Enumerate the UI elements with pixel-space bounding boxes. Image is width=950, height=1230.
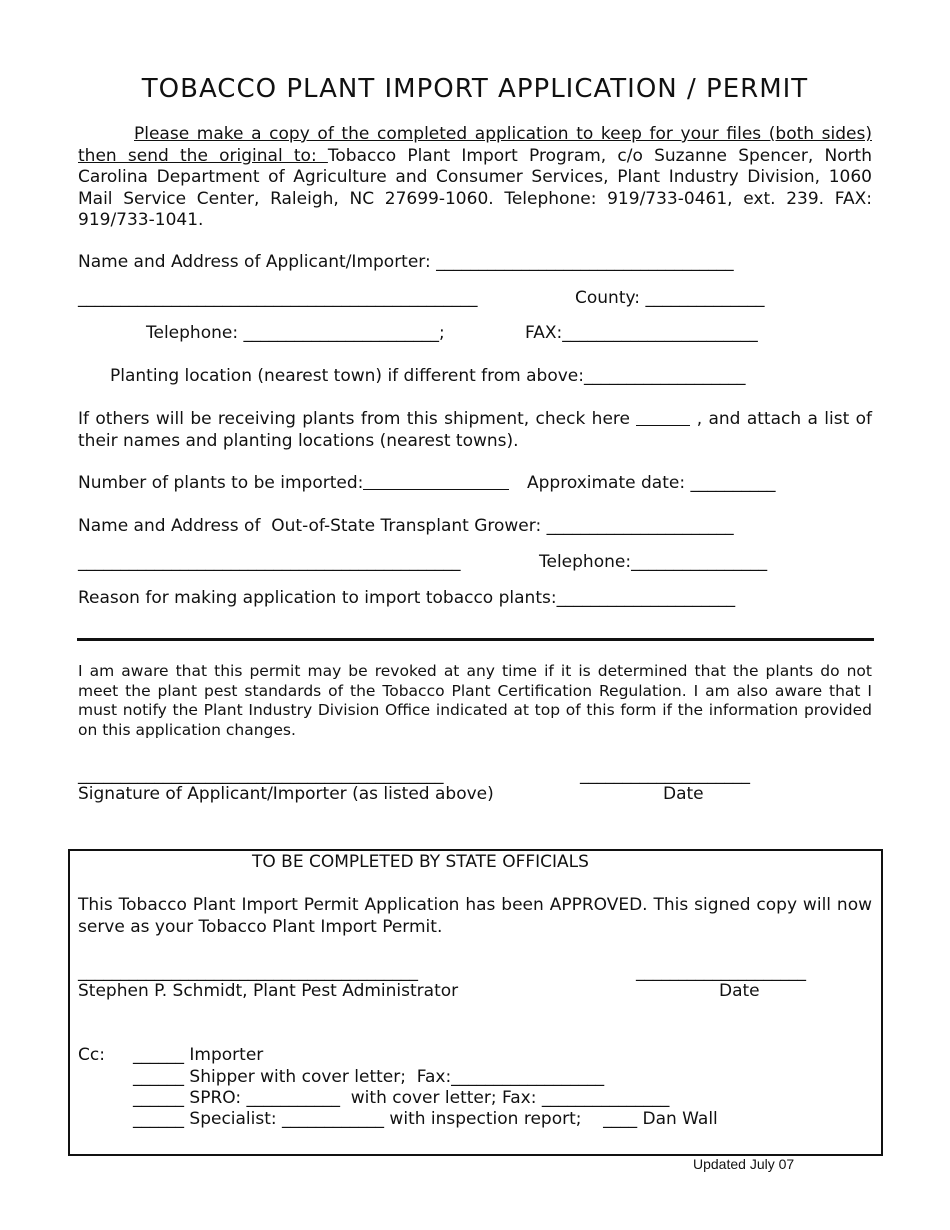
- officials-heading: TO BE COMPLETED BY STATE OFFICIALS: [252, 852, 589, 872]
- cc-label: Cc:: [78, 1045, 105, 1065]
- approximate-date-field[interactable]: Approximate date: __________: [527, 473, 776, 493]
- applicant-date-line[interactable]: ____________________: [580, 765, 750, 785]
- administrator-date-line[interactable]: ____________________: [636, 962, 806, 982]
- administrator-date-label: Date: [719, 981, 760, 1001]
- cc-spro-line[interactable]: ______ SPRO: ___________ with cover letter; Fax: _______________: [133, 1088, 670, 1108]
- applicant-signature-label: Signature of Applicant/Importer (as listed above): [78, 784, 494, 804]
- grower-address-line[interactable]: _____________________________________________: [78, 552, 461, 572]
- cc-specialist-line[interactable]: ______ Specialist: ____________ with inspection report; ____ Dan Wall: [133, 1109, 718, 1129]
- others-receiving-text: If others will be receiving plants from this shipment, check here: [78, 409, 637, 429]
- applicant-address-line[interactable]: _______________________________________________: [78, 288, 478, 308]
- grower-name-field[interactable]: Name and Address of Out-of-State Transplant Grower: ______________________: [78, 516, 734, 536]
- approval-statement: This Tobacco Plant Import Permit Application has been APPROVED. This signed copy will now serve as your Tobacco Plant Import Permit.: [78, 895, 872, 937]
- intro-send-instruction: then send the original to:: [78, 145, 328, 166]
- updated-date-footer: Updated July 07: [693, 1156, 795, 1172]
- applicant-name-field[interactable]: Name and Address of Applicant/Importer: ___________________________________: [78, 252, 734, 272]
- section-divider: [77, 638, 874, 641]
- county-field[interactable]: County: ______________: [575, 288, 765, 308]
- applicant-signature-line[interactable]: ___________________________________________: [78, 765, 444, 785]
- awareness-statement: I am aware that this permit may be revoked at any time if it is determined that the plants do not meet the plant pest standards of the Tobacco Plant Certification Regulation. I am also aware that I must notify the Plant Industry Division Office indicated at top of this form if the information provided on this application changes.: [78, 662, 872, 739]
- planting-location-field[interactable]: Planting location (nearest town) if different from above:___________________: [110, 366, 746, 386]
- intro-paragraph: [78, 124, 872, 232]
- cc-importer-line[interactable]: ______ Importer: [133, 1045, 264, 1065]
- administrator-signature-line[interactable]: ________________________________________: [78, 962, 418, 982]
- others-receiving-attach-text: , and attach a list of their names and planting locations (nearest towns).: [78, 409, 873, 451]
- others-receiving-paragraph: [78, 409, 872, 452]
- number-plants-input-line[interactable]: [363, 489, 509, 490]
- intro-mailing-address: Tobacco Plant Import Program, c/o Suzanne Spencer, North Carolina Department of Agriculture and Consumer Services, Plant Industry Division, 1060 Mail Service Center, Raleigh, NC 27699-1060. Telephone: 919/733-0461, ext. 239. FAX: 919/733-1041.: [78, 145, 872, 230]
- intro-copy-instruction: Please make a copy of the completed application to keep for your files (both sides): [134, 124, 872, 144]
- cc-shipper-line[interactable]: ______ Shipper with cover letter; Fax:__________________: [133, 1067, 605, 1087]
- others-receiving-checkbox-line[interactable]: [636, 425, 690, 426]
- administrator-name-label: Stephen P. Schmidt, Plant Pest Administrator: [78, 981, 459, 1001]
- grower-telephone-field[interactable]: Telephone:________________: [539, 552, 768, 572]
- form-title: TOBACCO PLANT IMPORT APPLICATION / PERMIT: [141, 74, 809, 104]
- fax-field[interactable]: FAX:_______________________: [525, 323, 758, 343]
- telephone-field[interactable]: Telephone: _______________________;: [146, 323, 445, 343]
- number-plants-label: Number of plants to be imported:: [78, 473, 509, 493]
- reason-field[interactable]: Reason for making application to import tobacco plants:_____________________: [78, 588, 736, 608]
- applicant-date-label: Date: [663, 784, 704, 804]
